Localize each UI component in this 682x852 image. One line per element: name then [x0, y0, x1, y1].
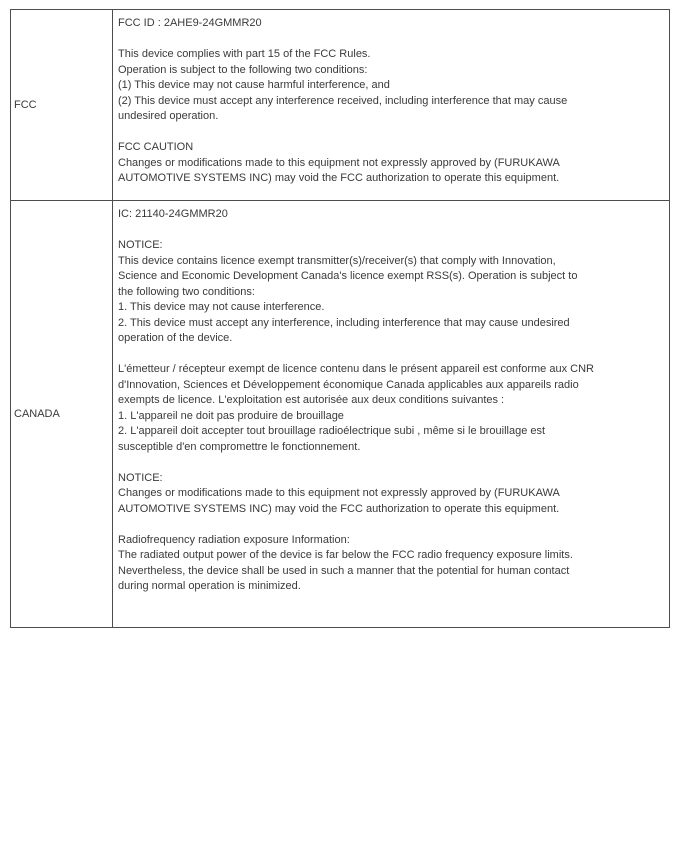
compliance-table: [10, 9, 670, 628]
text-line: exempts de licence. L'exploitation est autorisée aux deux conditions suivantes :: [118, 394, 505, 406]
text-line: (2) This device must accept any interference received, including interference that may cause: [118, 94, 568, 107]
text-line: (1) This device may not cause harmful interference, and: [118, 79, 390, 91]
fcc-notice-text: [113, 10, 670, 201]
text-line: susceptible d'en compromettre le fonctionnement.: [118, 440, 361, 453]
text-line: [118, 347, 663, 363]
text-line: Changes or modifications made to this equipment not expressly approved by (FURUKAWA: [118, 156, 560, 169]
text-line: [118, 223, 663, 239]
text-line: [118, 517, 663, 533]
text-line: 1. L'appareil ne doit pas produire de brouillage: [118, 409, 344, 422]
agency-label-fcc: FCC: [11, 10, 113, 201]
text-line: 2. L'appareil doit accepter tout brouillage radioélectrique subi , même si le brouillage est: [118, 425, 546, 437]
text-line: This device contains licence exempt transmitter(s)/receiver(s) that comply with Innovation,: [118, 254, 556, 267]
text-line: IC: 21140-24GMMR20: [118, 208, 228, 220]
text-line: L'émetteur / récepteur exempt de licence contenu dans le présent appareil est conforme aux CNR: [118, 363, 594, 375]
canada-notice-text: [113, 201, 670, 628]
text-line: d'Innovation, Sciences et Développement économique Canada applicables aux appareils radio: [118, 378, 579, 391]
text-line: undesired operation.: [118, 110, 219, 122]
text-line: Operation is subject to the following two conditions:: [118, 63, 368, 76]
text-line: [118, 32, 663, 48]
text-line: AUTOMOTIVE SYSTEMS INC) may void the FCC authorization to operate this equipment.: [118, 502, 560, 515]
text-line: The radiated output power of the device is far below the FCC radio frequency exposure limits.: [118, 549, 573, 561]
text-line: 2. This device must accept any interference, including interference that may cause undesired: [118, 316, 570, 329]
text-line: AUTOMOTIVE SYSTEMS INC) may void the FCC authorization to operate this equipment.: [118, 172, 560, 184]
text-line: the following two conditions:: [118, 285, 255, 298]
text-line: Changes or modifications made to this equipment not expressly approved by (FURUKAWA: [118, 487, 560, 499]
agency-label-canada: CANADA: [11, 201, 113, 628]
text-line: during normal operation is minimized.: [118, 580, 301, 592]
text-line: operation of the device.: [118, 332, 233, 344]
text-line: Radiofrequency radiation exposure Information:: [118, 533, 350, 546]
text-line: [118, 125, 663, 141]
text-line: [118, 455, 663, 471]
text-line: NOTICE:: [118, 239, 163, 251]
text-line: Nevertheless, the device shall be used in such a manner that the potential for human contact: [118, 564, 570, 577]
table-row-canada: [11, 201, 670, 628]
text-line: FCC CAUTION: [118, 141, 194, 153]
text-line: Science and Economic Development Canada's licence exempt RSS(s). Operation is subject to: [118, 270, 578, 282]
text-line: FCC ID : 2AHE9-24GMMR20: [118, 17, 262, 29]
text-line: NOTICE:: [118, 471, 163, 484]
text-line: This device complies with part 15 of the FCC Rules.: [118, 48, 371, 60]
text-line: 1. This device may not cause interference.: [118, 301, 325, 313]
table-row-fcc: [11, 10, 670, 201]
